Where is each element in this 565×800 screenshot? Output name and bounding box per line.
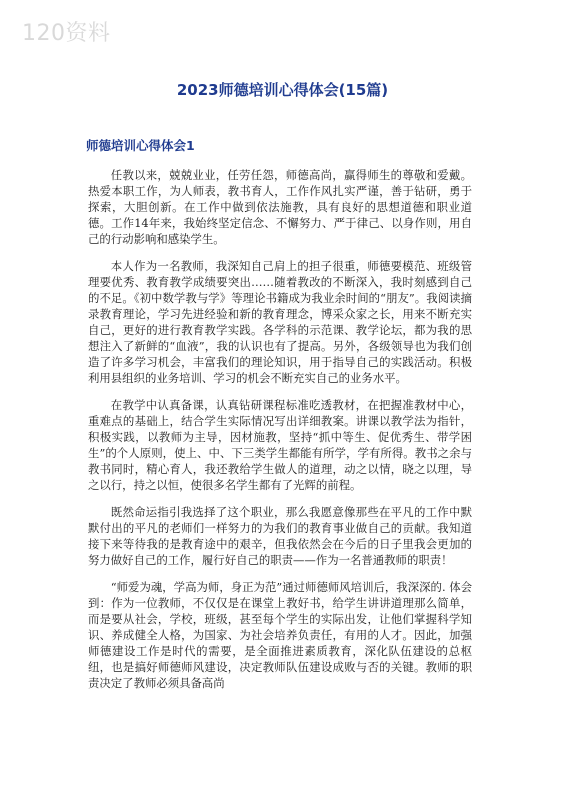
paragraph-3: 在教学中认真备课，认真钻研课程标准吃透教材，在把握准教材中心，重难点的基础上，结合学生实际情况写出详细教案。讲课以教学法为指针，积极实践，以教师为主导，因材施教，坚持“抓中等生、促优秀生、带学困生”的个人原则，使上、中、下三类学生都能有所学，学有所得。教书之余与教书同时，精心育人，我还教给学生做人的道理，动之以情，晓之以理，导之以行，持之以恒，使很多名学生都有了光辉的前程。 — [88, 398, 472, 492]
document-body — [88, 167, 472, 702]
watermark: 120资料 — [22, 21, 111, 46]
paragraph-1: 任教以来，兢兢业业，任劳任怨，师德高尚，赢得师生的尊敬和爱戴。热爱本职工作，为人师表，教书育人，工作作风扎实严谨，善于钻研，勇于探索，大胆创新。在工作中做到依法施教，具有良好的思想道德和职业道德。工作14年来，我始终坚定信念、不懈努力、严于律己、以身作则，用自己的行动影响和感染学生。 — [88, 168, 472, 246]
paragraph-5: “师爱为魂，学高为师，身正为范”通过师德师风培训后，我深深的. 体会到：作为一位教师，不仅仅是在课堂上教好书，给学生讲讲道理那么简单，而是要从社会，学校，班级，甚至每个学生的实际出发，让他们掌握科学知识、养成健全人格，为国家、为社会培养负责任，有用的人才。因此，加强师德建设工作是时代的需要，是全面推进素质教育，深化队伍建设的总枢纽，也是搞好师德师风建设，决定教师队伍建设成败与否的关键。教师的职责决定了教师必须具备高尚 — [88, 580, 472, 690]
section-heading: 师德培训心得体会1 — [86, 138, 195, 153]
document-title: 2023师德培训心得体会(15篇) — [176, 81, 389, 99]
paragraph-4: 既然命运指引我选择了这个职业，那么我愿意像那些在平凡的工作中默默付出的平凡的老师们一样努力的为我们的教育事业做自己的贡献。我知道接下来等待我的是教育途中的艰辛，但我依然会在今后的日子里我会更加的努力做好自己的工作，履行好自己的职责——作为一名普通教师的职责！ — [88, 505, 472, 567]
paragraph-2: 本人作为一名教师，我深知自己肩上的担子很重，师德要模范、班级管理要优秀、教育教学成绩要突出……随着教改的不断深入，我时刻感到自己的不足。《初中数学教与学》等理论书籍成为我业余时间的“朋友”。我阅读摘录教育理论，学习先进经验和新的教育理念，博采众家之长，用来不断充实自己，更好的进行教育教学实践。各学科的示范课、教学论坛，都为我的思想注入了新鲜的“血液”，我的认识也有了提高。另外，各级领导也为我们创造了许多学习机会，丰富我们的理论知识，用于指导自己的实践活动。积极利用县组织的业务培训、学习的机会不断充实自己的业务水平。 — [88, 259, 472, 385]
